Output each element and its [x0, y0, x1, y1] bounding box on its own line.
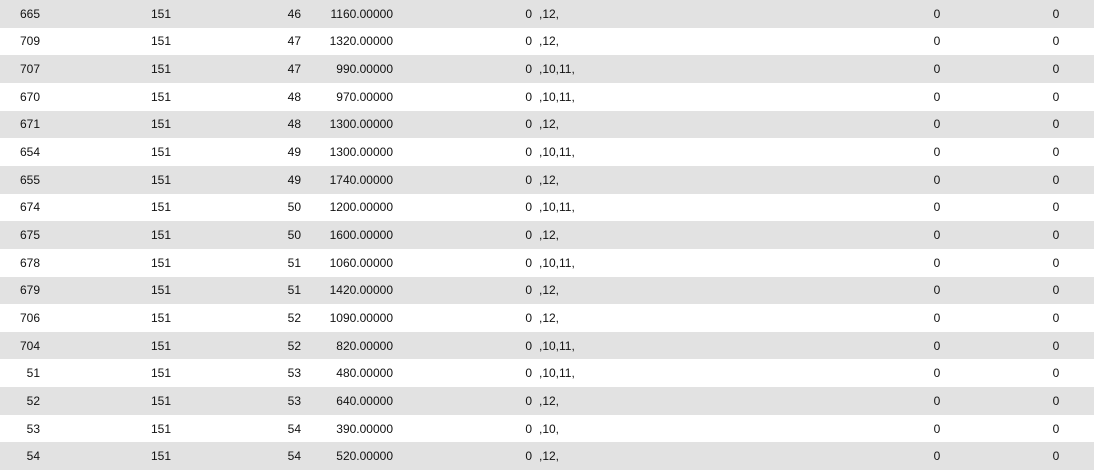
- row-id-cell: 709: [19, 34, 40, 49]
- table-row[interactable]: [0, 359, 1094, 387]
- value-a-cell: 0: [933, 200, 941, 215]
- value-b-cell: 0: [1052, 62, 1060, 77]
- flag-cell: 0: [525, 228, 532, 242]
- table-row[interactable]: [0, 138, 1094, 166]
- group-cell: 151: [151, 338, 172, 353]
- value-a-cell: 0: [933, 62, 941, 77]
- table-row[interactable]: [0, 55, 1094, 83]
- codes-cell: ,10,11,: [539, 255, 575, 270]
- value-a-cell: 0: [933, 255, 941, 270]
- flag-cell: 0: [525, 200, 532, 215]
- sequence-cell: 51: [287, 255, 301, 270]
- sequence-cell: 47: [287, 62, 301, 77]
- codes-cell: ,12,: [539, 117, 560, 132]
- group-cell: 151: [151, 449, 172, 464]
- sequence-cell: 54: [287, 449, 301, 464]
- value-a-cell: 0: [933, 338, 941, 353]
- value-a-cell: 0: [933, 310, 941, 325]
- value-a-cell: 0: [933, 34, 941, 49]
- value-b-cell: 0: [1052, 34, 1060, 49]
- group-cell: 151: [151, 62, 172, 77]
- group-cell: 151: [151, 117, 172, 132]
- codes-cell: ,10,: [539, 421, 560, 436]
- table-row[interactable]: [0, 332, 1094, 360]
- table-row[interactable]: [0, 415, 1094, 443]
- flag-cell: 0: [525, 62, 532, 77]
- flag-cell: 0: [525, 283, 532, 298]
- value-b-cell: 0: [1052, 89, 1060, 104]
- value-b-cell: 0: [1052, 366, 1060, 381]
- table-row[interactable]: [0, 194, 1094, 222]
- table-row[interactable]: [0, 249, 1094, 277]
- sequence-cell: 49: [287, 172, 301, 187]
- value-b-cell: 0: [1052, 283, 1060, 298]
- value-a-cell: 0: [933, 449, 941, 464]
- value-b-cell: 0: [1052, 117, 1060, 132]
- value-b-cell: 0: [1052, 6, 1060, 21]
- codes-cell: ,12,: [539, 172, 560, 187]
- flag-cell: 0: [525, 89, 532, 104]
- sequence-cell: 52: [287, 338, 301, 353]
- row-id-cell: 707: [19, 62, 40, 77]
- row-id-cell: 706: [19, 310, 40, 325]
- sequence-cell: 53: [287, 393, 301, 408]
- flag-cell: 0: [525, 34, 532, 49]
- flag-cell: 0: [525, 117, 532, 132]
- sequence-cell: 48: [287, 89, 301, 104]
- codes-cell: ,10,11,: [539, 366, 575, 381]
- codes-cell: ,10,11,: [539, 145, 575, 160]
- amount-cell: 1740.00000: [329, 172, 393, 187]
- row-id-cell: 655: [19, 172, 40, 187]
- table-row[interactable]: [0, 442, 1094, 470]
- value-b-cell: 0: [1052, 338, 1060, 353]
- row-id-cell: 52: [26, 393, 40, 408]
- row-id-cell: 678: [19, 255, 40, 270]
- sequence-cell: 46: [287, 6, 301, 21]
- amount-cell: 1600.00000: [329, 228, 393, 242]
- codes-cell: ,12,: [539, 34, 560, 49]
- value-a-cell: 0: [933, 421, 941, 436]
- table-row[interactable]: [0, 111, 1094, 139]
- codes-cell: ,12,: [539, 449, 560, 464]
- group-cell: 151: [151, 393, 172, 408]
- table-row[interactable]: [0, 166, 1094, 194]
- row-id-cell: 704: [19, 338, 40, 353]
- flag-cell: 0: [525, 393, 532, 408]
- value-b-cell: 0: [1052, 255, 1060, 270]
- group-cell: 151: [151, 366, 172, 381]
- flag-cell: 0: [525, 145, 532, 160]
- group-cell: 151: [151, 283, 172, 298]
- group-cell: 151: [151, 228, 172, 242]
- group-cell: 151: [151, 255, 172, 270]
- amount-cell: 990.00000: [336, 62, 393, 77]
- amount-cell: 970.00000: [336, 89, 393, 104]
- amount-cell: 1060.00000: [329, 255, 393, 270]
- row-id-cell: 674: [19, 200, 40, 215]
- group-cell: 151: [151, 172, 172, 187]
- sequence-cell: 47: [287, 34, 301, 49]
- flag-cell: 0: [525, 366, 532, 381]
- group-cell: 151: [151, 145, 172, 160]
- sequence-cell: 52: [287, 310, 301, 325]
- table-row[interactable]: [0, 387, 1094, 415]
- row-id-cell: 675: [19, 228, 40, 242]
- table-row[interactable]: [0, 0, 1094, 28]
- amount-cell: 1320.00000: [329, 34, 393, 49]
- flag-cell: 0: [525, 338, 532, 353]
- value-a-cell: 0: [933, 117, 941, 132]
- value-b-cell: 0: [1052, 200, 1060, 215]
- value-a-cell: 0: [933, 6, 941, 21]
- group-cell: 151: [151, 200, 172, 215]
- value-a-cell: 0: [933, 228, 941, 242]
- codes-cell: ,10,11,: [539, 89, 575, 104]
- amount-cell: 1300.00000: [329, 145, 393, 160]
- row-id-cell: 665: [19, 6, 40, 21]
- flag-cell: 0: [525, 421, 532, 436]
- value-b-cell: 0: [1052, 172, 1060, 187]
- sequence-cell: 49: [287, 145, 301, 160]
- value-a-cell: 0: [933, 145, 941, 160]
- flag-cell: 0: [525, 255, 532, 270]
- group-cell: 151: [151, 34, 172, 49]
- value-a-cell: 0: [933, 393, 941, 408]
- codes-cell: ,12,: [539, 310, 560, 325]
- row-id-cell: 671: [19, 117, 40, 132]
- sequence-cell: 54: [287, 421, 301, 436]
- group-cell: 151: [151, 310, 172, 325]
- amount-cell: 1090.00000: [329, 310, 393, 325]
- amount-cell: 640.00000: [336, 393, 393, 408]
- amount-cell: 1300.00000: [329, 117, 393, 132]
- value-b-cell: 0: [1052, 421, 1060, 436]
- codes-cell: ,10,11,: [539, 62, 575, 77]
- value-b-cell: 0: [1052, 145, 1060, 160]
- sequence-cell: 48: [287, 117, 301, 132]
- value-a-cell: 0: [933, 89, 941, 104]
- sequence-cell: 53: [287, 366, 301, 381]
- amount-cell: 1200.00000: [329, 200, 393, 215]
- table-row[interactable]: [0, 221, 1094, 249]
- codes-cell: ,10,11,: [539, 200, 575, 215]
- codes-cell: ,10,11,: [539, 338, 575, 353]
- table-row[interactable]: [0, 277, 1094, 305]
- amount-cell: 1420.00000: [329, 283, 393, 298]
- value-a-cell: 0: [933, 366, 941, 381]
- row-id-cell: 654: [19, 145, 40, 160]
- sequence-cell: 50: [287, 228, 301, 242]
- row-id-cell: 54: [26, 449, 40, 464]
- sequence-cell: 50: [287, 200, 301, 215]
- flag-cell: 0: [525, 310, 532, 325]
- group-cell: 151: [151, 421, 172, 436]
- sequence-cell: 51: [287, 283, 301, 298]
- flag-cell: 0: [525, 172, 532, 187]
- value-a-cell: 0: [933, 283, 941, 298]
- table-row[interactable]: [0, 83, 1094, 111]
- row-id-cell: 670: [19, 89, 40, 104]
- group-cell: 151: [151, 6, 172, 21]
- value-a-cell: 0: [933, 172, 941, 187]
- table-row[interactable]: [0, 28, 1094, 56]
- amount-cell: 520.00000: [336, 449, 393, 464]
- value-b-cell: 0: [1052, 449, 1060, 464]
- row-id-cell: 51: [26, 366, 40, 381]
- value-b-cell: 0: [1052, 393, 1060, 408]
- amount-cell: 1160.00000: [330, 6, 393, 21]
- row-id-cell: 679: [19, 283, 40, 298]
- amount-cell: 390.00000: [336, 421, 393, 436]
- group-cell: 151: [151, 89, 172, 104]
- codes-cell: ,12,: [539, 393, 560, 408]
- codes-cell: ,12,: [539, 228, 560, 242]
- table-row[interactable]: [0, 304, 1094, 332]
- flag-cell: 0: [525, 449, 532, 464]
- value-b-cell: 0: [1052, 310, 1060, 325]
- codes-cell: ,12,: [539, 283, 560, 298]
- codes-cell: ,12,: [539, 6, 560, 21]
- value-b-cell: 0: [1052, 228, 1060, 242]
- amount-cell: 820.00000: [336, 338, 393, 353]
- amount-cell: 480.00000: [336, 366, 393, 381]
- flag-cell: 0: [525, 6, 532, 21]
- row-id-cell: 53: [26, 421, 40, 436]
